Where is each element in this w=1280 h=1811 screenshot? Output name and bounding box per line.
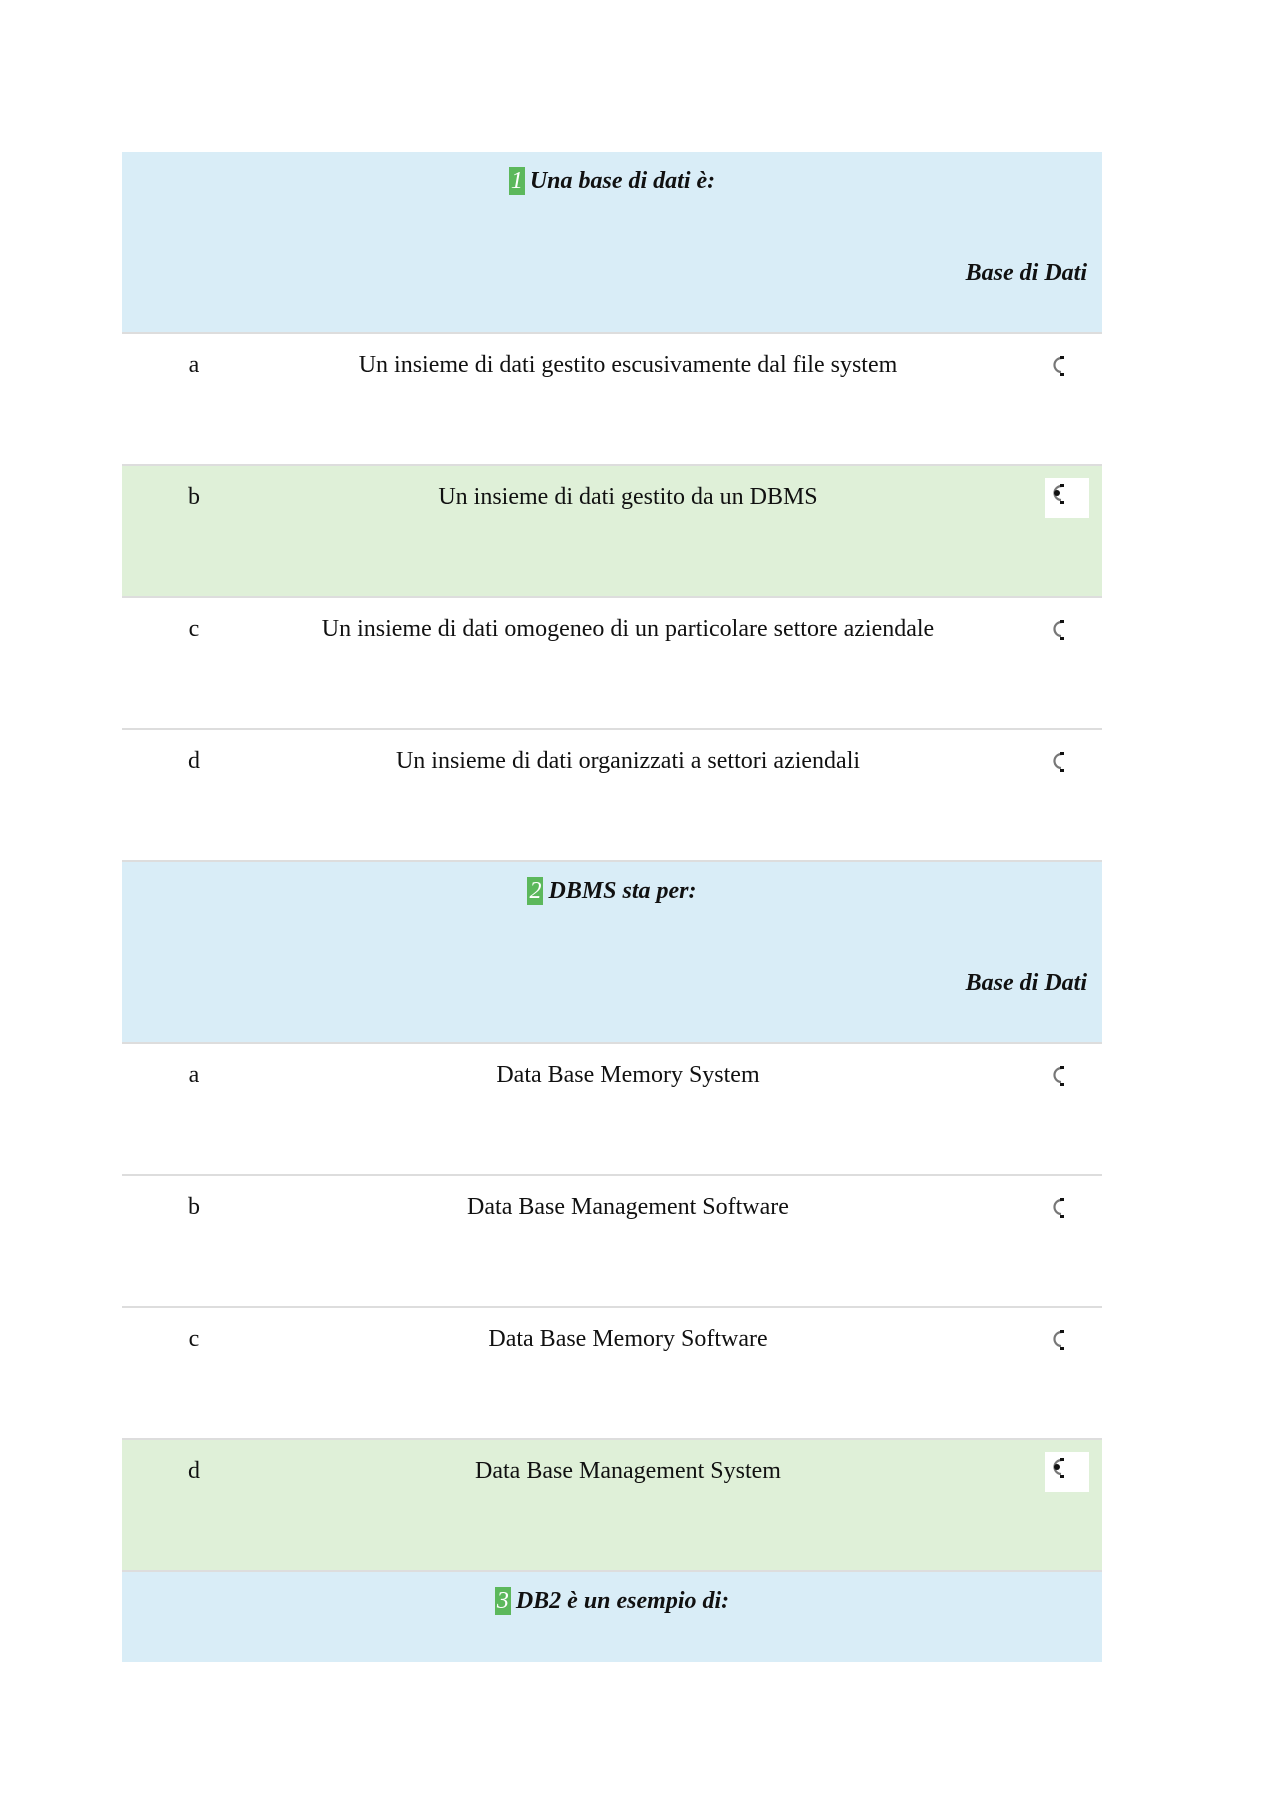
answer-letter: d — [188, 1458, 200, 1484]
answer-text: Data Base Management System — [475, 1458, 781, 1484]
answer-text: Data Base Memory Software — [488, 1326, 768, 1352]
radio-unchecked-icon — [1049, 355, 1065, 377]
answer-row-1b[interactable] — [122, 466, 1102, 598]
radio-button[interactable] — [1045, 746, 1089, 786]
radio-button[interactable] — [1045, 614, 1089, 654]
radio-unchecked-icon — [1049, 1197, 1065, 1219]
question-title — [122, 166, 1102, 196]
answer-row-2c[interactable] — [122, 1308, 1102, 1440]
answer-text: Data Base Management Software — [467, 1194, 789, 1220]
answer-text: Un insieme di dati gestito escusivamente dal file system — [358, 352, 898, 378]
radio-unchecked-icon — [1049, 1329, 1065, 1351]
radio-button-selected[interactable] — [1045, 478, 1089, 518]
radio-unchecked-icon — [1049, 751, 1065, 773]
question-number-badge: 2 — [529, 878, 542, 904]
answer-row-1a[interactable] — [122, 334, 1102, 466]
question-text: DB2 è un esempio di: — [515, 1588, 730, 1614]
answer-text: Data Base Memory System — [496, 1062, 760, 1088]
quiz-table — [122, 152, 1102, 1662]
radio-checked-icon — [1049, 483, 1065, 505]
radio-button-selected[interactable] — [1045, 1452, 1089, 1492]
answer-row-2d[interactable] — [122, 1440, 1102, 1572]
radio-button[interactable] — [1045, 1060, 1089, 1100]
answer-letter: b — [188, 1194, 200, 1220]
radio-checked-icon — [1049, 1457, 1065, 1479]
question-header-3 — [122, 1572, 1102, 1662]
radio-unchecked-icon — [1049, 619, 1065, 641]
answer-letter: c — [188, 616, 200, 642]
radio-button[interactable] — [1045, 1324, 1089, 1364]
question-number-badge: 3 — [496, 1588, 509, 1614]
answer-row-1c[interactable] — [122, 598, 1102, 730]
answer-letter: a — [188, 1062, 200, 1088]
question-number-badge: 1 — [510, 168, 523, 194]
answer-text: Un insieme di dati gestito da un DBMS — [438, 484, 818, 510]
answer-letter: c — [188, 1326, 200, 1352]
answer-row-1d[interactable] — [122, 730, 1102, 862]
radio-button[interactable] — [1045, 350, 1089, 390]
question-header-1 — [122, 152, 1102, 334]
question-category: Base di Dati — [965, 970, 1087, 996]
question-text: DBMS sta per: — [548, 878, 697, 904]
answer-text: Un insieme di dati omogeneo di un particolare settore aziendale — [321, 616, 935, 642]
question-header-2 — [122, 862, 1102, 1044]
question-text: Una base di dati è: — [529, 168, 716, 194]
answer-letter: d — [188, 748, 200, 774]
answer-letter: b — [188, 484, 200, 510]
answer-text: Un insieme di dati organizzati a settori aziendali — [395, 748, 861, 774]
answer-row-2a[interactable] — [122, 1044, 1102, 1176]
question-category: Base di Dati — [965, 260, 1087, 286]
radio-unchecked-icon — [1049, 1065, 1065, 1087]
question-title — [122, 1586, 1102, 1616]
radio-button[interactable] — [1045, 1192, 1089, 1232]
answer-letter: a — [188, 352, 200, 378]
answer-row-2b[interactable] — [122, 1176, 1102, 1308]
question-title — [122, 876, 1102, 906]
